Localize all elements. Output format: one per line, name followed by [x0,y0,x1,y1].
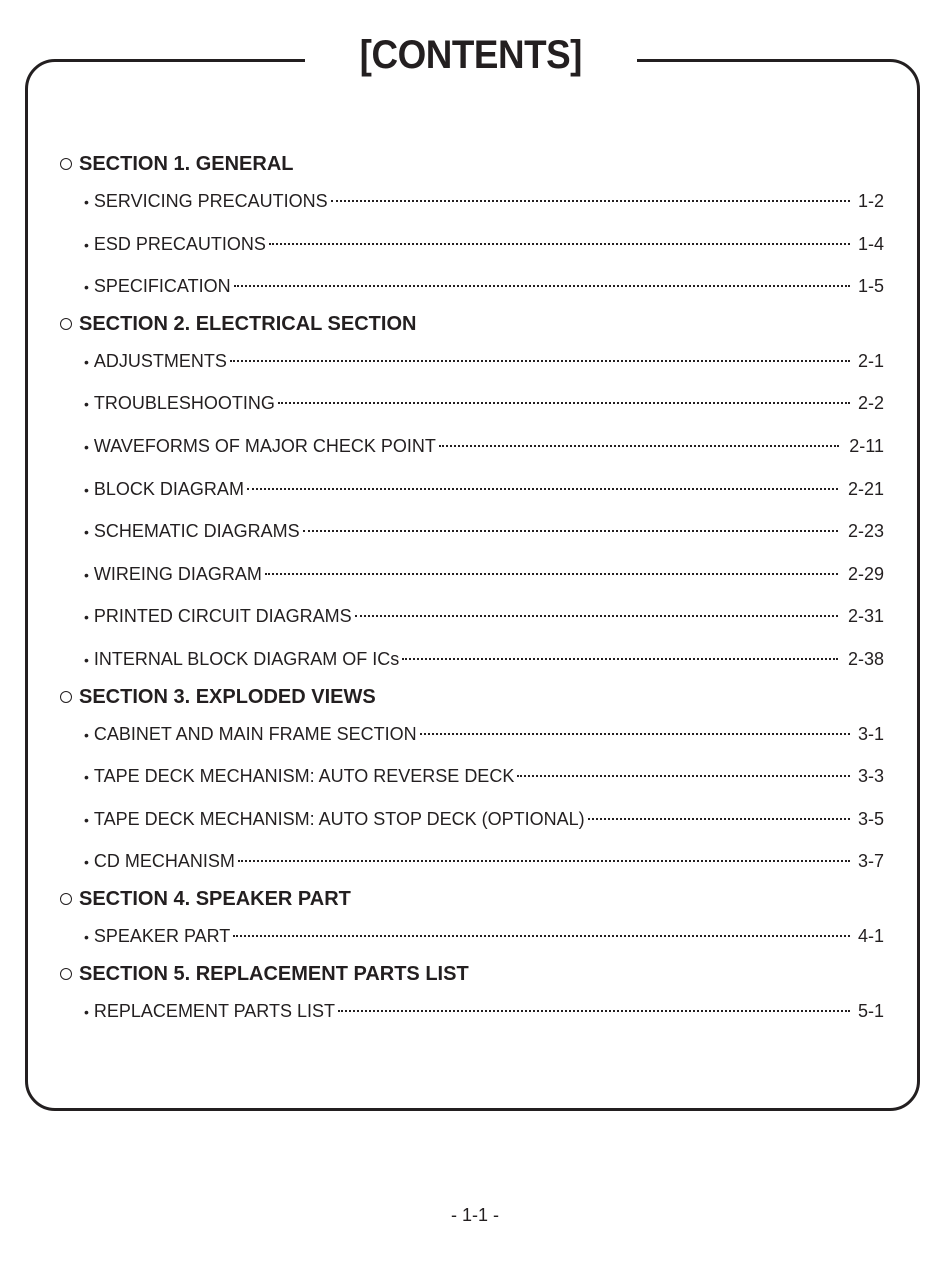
toc-entry[interactable] [58,553,884,596]
toc-entry-page: 2-31 [847,606,884,627]
toc-entry-page: 3-1 [857,723,884,744]
section-heading[interactable] [58,681,884,713]
dot-leader [234,285,850,287]
toc-entry-page: 1-2 [857,191,884,211]
bullet-icon: • [84,854,89,871]
toc-entry-label: BLOCK DIAGRAM [93,478,244,499]
toc-entry-label: WAVEFORMS OF MAJOR CHECK POINT [93,435,436,456]
toc-entry[interactable] [58,223,884,266]
toc-entry-page: 2-1 [857,350,884,371]
dot-leader [338,1010,850,1012]
section-ring-icon [60,158,72,170]
section-heading[interactable] [58,308,884,340]
toc-entry-page: 1-5 [857,276,884,297]
dot-leader [233,935,850,937]
bullet-icon: • [84,1003,89,1020]
dot-leader [278,402,850,404]
dot-leader [355,615,838,617]
toc-entry-label: CD MECHANISM [93,851,235,872]
table-of-contents [58,148,884,1032]
toc-entry[interactable] [58,510,884,553]
toc-entry-label: SPEAKER PART [93,925,231,946]
toc-entry-label: TAPE DECK MECHANISM: AUTO STOP DECK (OPTIONAL) [93,808,585,829]
section-heading-text: SECTION 5. REPLACEMENT PARTS LIST [79,962,469,985]
toc-entry[interactable] [58,382,884,425]
dot-leader [588,818,850,820]
dot-leader [331,200,850,202]
toc-entry-page: 2-29 [847,563,884,584]
toc-entry-page: 5-1 [857,1000,884,1021]
page-number: - 1-1 - [450,1205,499,1225]
toc-entry-page: 1-4 [857,233,884,254]
toc-entry[interactable] [58,425,884,468]
section-heading-text: SECTION 2. ELECTRICAL SECTION [79,312,417,335]
dot-leader [247,488,838,490]
toc-entry-page: 3-7 [857,851,884,872]
bullet-icon: • [84,524,89,541]
toc-entry-label: ADJUSTMENTS [93,350,227,371]
toc-entry[interactable] [58,840,884,883]
toc-entry[interactable] [58,180,884,223]
section-heading-text: SECTION 3. EXPLODED VIEWS [79,685,376,708]
toc-entry[interactable] [58,340,884,383]
dot-leader [517,775,850,777]
dot-leader [238,860,850,862]
bullet-icon: • [84,279,89,296]
title-block [305,30,637,86]
section-ring-icon [60,893,72,905]
toc-entry-label: ESD PRECAUTIONS [93,233,266,254]
toc-entry[interactable] [58,713,884,756]
page-title: [CONTENTS] [359,33,583,77]
bullet-icon: • [84,769,89,786]
section-heading-text: SECTION 4. SPEAKER PART [79,887,351,910]
dot-leader [265,573,838,575]
dot-leader [402,658,838,660]
toc-entry[interactable] [58,468,884,511]
toc-entry-label: INTERNAL BLOCK DIAGRAM OF ICs [93,648,400,669]
section-ring-icon [60,968,72,980]
bullet-icon: • [84,194,89,210]
toc-entry[interactable] [58,755,884,798]
toc-entry-label: TAPE DECK MECHANISM: AUTO REVERSE DECK [93,766,515,787]
bullet-icon: • [84,609,89,626]
toc-entry-label: SPECIFICATION [93,276,231,297]
toc-entry-page: 2-11 [849,435,884,456]
toc-entry[interactable] [58,638,884,681]
bullet-icon: • [84,438,89,455]
toc-entry-label: TROUBLESHOOTING [93,393,275,414]
bullet-icon: • [84,726,89,743]
bullet-icon: • [84,236,89,253]
section-heading[interactable] [58,883,884,915]
section-ring-icon [60,318,72,330]
section-heading[interactable] [58,958,884,990]
toc-entry-page: 2-38 [847,648,884,669]
toc-entry-page: 2-21 [847,478,884,499]
toc-entry-page: 2-23 [847,521,884,542]
bullet-icon: • [84,353,89,370]
bullet-icon: • [84,396,89,413]
bullet-icon: • [84,928,89,945]
toc-entry-page: 3-5 [857,808,884,829]
toc-entry-label: REPLACEMENT PARTS LIST [93,1000,335,1021]
toc-entry[interactable] [58,265,884,308]
bullet-icon: • [84,811,89,828]
section-heading-text: SECTION 1. GENERAL [79,153,294,175]
toc-entry[interactable] [58,990,884,1033]
bullet-icon: • [84,481,89,498]
toc-entry-label: SCHEMATIC DIAGRAMS [93,521,300,542]
toc-entry-label: SERVICING PRECAUTIONS [93,191,328,211]
dot-leader [303,530,838,532]
toc-entry-page: 2-2 [857,393,884,414]
toc-entry-label: WIREING DIAGRAM [93,563,262,584]
toc-entry-label: CABINET AND MAIN FRAME SECTION [93,723,417,744]
bullet-icon: • [84,566,89,583]
dot-leader [420,733,850,735]
toc-entry[interactable] [58,595,884,638]
dot-leader [439,445,839,447]
toc-entry-page: 4-1 [857,925,884,946]
section-heading[interactable] [58,148,884,180]
bullet-icon: • [84,651,89,668]
toc-entry-label: PRINTED CIRCUIT DIAGRAMS [93,606,352,627]
section-ring-icon [60,691,72,703]
dot-leader [269,243,850,245]
toc-entry-page: 3-3 [857,766,884,787]
toc-entry[interactable] [58,915,884,958]
toc-entry[interactable] [58,798,884,841]
dot-leader [230,360,850,362]
